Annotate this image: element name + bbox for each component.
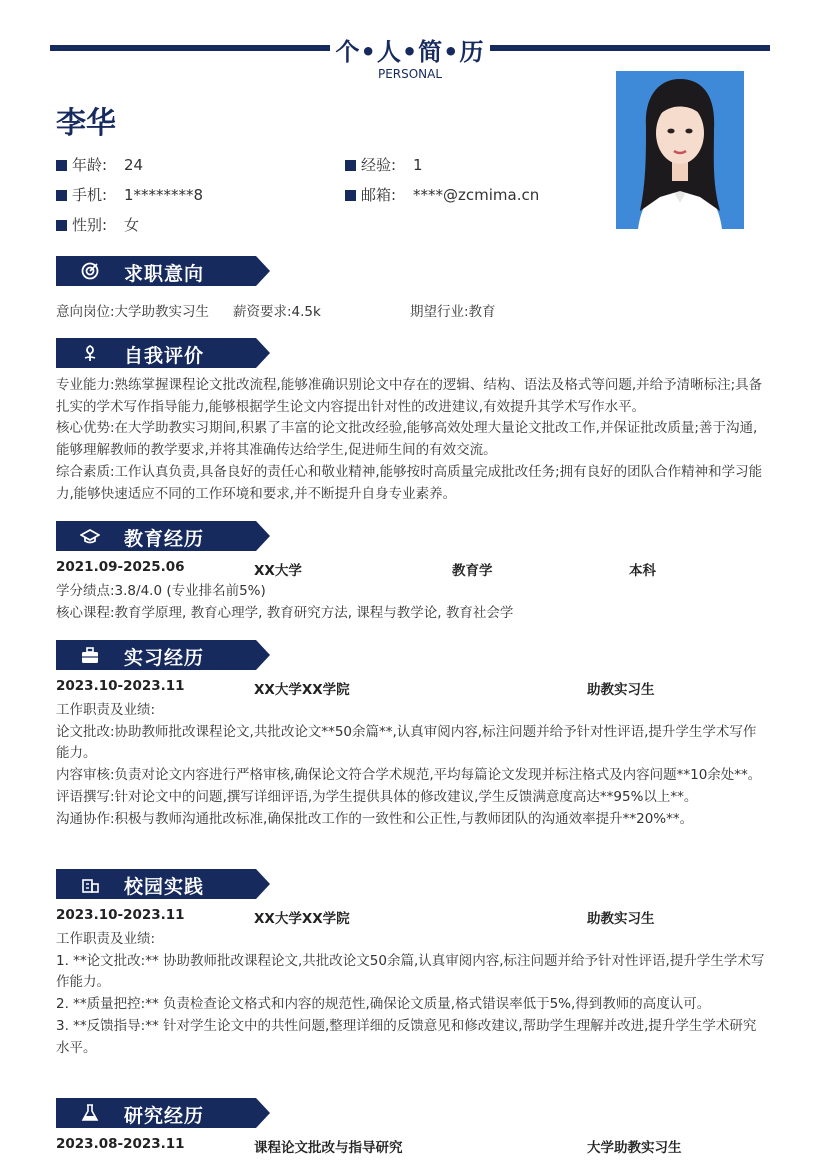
info-gender: 性别: 女 xyxy=(56,214,139,235)
education-gpa: 学分绩点:3.8/4.0 (专业排名前5%) xyxy=(56,583,266,599)
internship-item: 内容审核:负责对论文内容进行严格审核,确保论文符合学术规范,平均每篇论文发现并标注格式及内容问题**10余处**。 xyxy=(56,767,762,784)
info-age: 年龄: 24 xyxy=(56,154,143,175)
campus-item: 2. **质量把控:** 负责检查论文格式和内容的规范性,确保论文质量,格式错误率低于5%,得到教师的高度认可。 xyxy=(56,996,711,1013)
section-title-intent: 求职意向 xyxy=(124,263,205,285)
header-bar-left xyxy=(50,45,330,51)
research-date: 2023.08-2023.11 xyxy=(56,1136,185,1152)
self-eval-paragraph: 专业能力:熟练掌握课程论文批改流程,能够准确识别论文中存在的逻辑、结构、语法及格式等问题,并给予清晰标注;具备扎实的学术写作指导能力,能够根据学生论文内容提出针对性的改进建议,有效提升其学术写作水平。 xyxy=(56,377,763,415)
info-email: 邮箱: ****@zcmima.cn xyxy=(345,184,539,205)
bullet-square xyxy=(345,190,356,201)
section-title-education: 教育经历 xyxy=(124,528,205,550)
section-header-internship xyxy=(56,640,270,670)
flower-icon xyxy=(80,344,100,362)
campus-intro: 工作职责及业绩: xyxy=(56,931,156,947)
section-title-internship: 实习经历 xyxy=(124,647,205,669)
section-title-research: 研究经历 xyxy=(124,1105,205,1127)
campus-org: XX大学XX学院 xyxy=(254,911,350,927)
internship-item: 论文批改:协助教师批改课程论文,共批改论文**50余篇**,认真审阅内容,标注问题并给予针对性评语,提升学生学术写作能力。 xyxy=(56,723,757,762)
internship-intro: 工作职责及业绩: xyxy=(56,702,156,718)
info-experience: 经验: 1 xyxy=(345,154,423,175)
bullet-square xyxy=(345,160,356,171)
education-date: 2021.09-2025.06 xyxy=(56,559,185,575)
briefcase-icon xyxy=(80,646,100,664)
research-role: 大学助教实习生 xyxy=(587,1140,682,1156)
education-degree: 本科 xyxy=(629,563,656,579)
research-row xyxy=(56,1136,768,1156)
intent-position: 意向岗位:大学助教实习生 xyxy=(56,304,210,320)
internship-date: 2023.10-2023.11 xyxy=(56,678,185,694)
research-topic: 课程论文批改与指导研究 xyxy=(254,1140,403,1156)
education-details xyxy=(56,581,768,624)
info-phone: 手机: 1********8 xyxy=(56,184,203,205)
bullet-square xyxy=(56,190,67,201)
self-eval-paragraph: 综合素质:工作认真负责,具备良好的责任心和敬业精神,能够按时高质量完成批改任务;拥有良好的团队合作精神和学习能力,能够快速适应不同的工作环境和要求,并不断提升自身专业素养。 xyxy=(56,463,763,502)
section-header-research xyxy=(56,1098,270,1128)
intent-row xyxy=(56,300,768,320)
internship-org: XX大学XX学院 xyxy=(254,682,350,698)
resume-title: 个•人•简•历 xyxy=(335,38,485,66)
self-eval-text xyxy=(56,375,768,505)
internship-role: 助教实习生 xyxy=(587,682,655,698)
campus-role: 助教实习生 xyxy=(587,911,655,927)
header-bar-right xyxy=(490,45,770,51)
bullet-square xyxy=(56,160,67,171)
intent-industry: 期望行业:教育 xyxy=(410,304,496,320)
internship-item: 沟通协作:积极与教师沟通批改标准,确保批改工作的一致性和公正性,与教师团队的沟通效率提升**20%**。 xyxy=(56,810,694,827)
section-header-education xyxy=(56,521,270,551)
intent-salary: 薪资要求:4.5k xyxy=(233,304,321,320)
internship-details xyxy=(56,700,768,830)
education-major: 教育学 xyxy=(452,563,493,579)
campus-item: 1. **论文批改:** 协助教师批改课程论文,共批改论文50余篇,认真审阅内容,标注问题并给予针对性评语,提升学生学术写作能力。 xyxy=(56,952,765,991)
building-icon xyxy=(80,875,100,893)
section-header-campus xyxy=(56,869,270,899)
target-icon xyxy=(80,262,100,280)
section-title-self-eval: 自我评价 xyxy=(124,345,205,367)
candidate-name: 李华 xyxy=(56,106,116,141)
campus-item: 3. **反馈指导:** 针对学生论文中的共性问题,整理详细的反馈意见和修改建议,帮助学生理解并改进,提升学生学术研究水平。 xyxy=(56,1017,757,1056)
graduation-cap-icon xyxy=(80,527,100,545)
section-header-intent xyxy=(56,256,270,286)
profile-photo xyxy=(616,71,744,229)
internship-item: 评语撰写:针对论文中的问题,撰写详细评语,为学生提供具体的修改建议,学生反馈满意度高达**95%以上**。 xyxy=(56,788,698,805)
section-header-self-eval xyxy=(56,338,270,368)
campus-row xyxy=(56,907,768,927)
education-row xyxy=(56,559,768,579)
campus-date: 2023.10-2023.11 xyxy=(56,907,185,923)
education-school: XX大学 xyxy=(254,563,302,579)
self-eval-paragraph: 核心优势:在大学助教实习期间,积累了丰富的论文批改经验,能够高效处理大量论文批改工作,并保证批改质量;善于沟通,能够理解教师的教学要求,并将其准确传达给学生,促进师生间的有效交流。 xyxy=(56,420,758,459)
education-courses: 核心课程:教育学原理, 教育心理学, 教育研究方法, 课程与教学论, 教育社会学 xyxy=(56,604,514,621)
campus-details xyxy=(56,929,768,1059)
flask-icon xyxy=(80,1104,100,1122)
section-title-campus: 校园实践 xyxy=(124,876,205,898)
bullet-square xyxy=(56,220,67,231)
internship-row xyxy=(56,678,768,698)
resume-subtitle: PERSONAL xyxy=(377,67,443,81)
